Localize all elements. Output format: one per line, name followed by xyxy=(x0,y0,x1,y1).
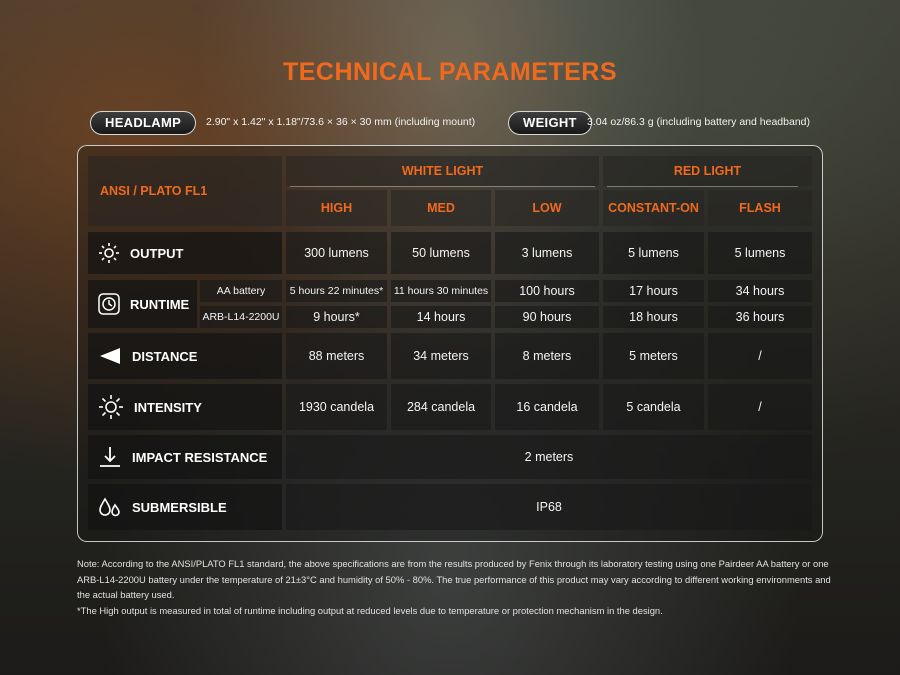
footnote-line-1: Note: According to the ANSI/PLATO FL1 standard, the above specifications are from the results produced by Fenix through its laboratory testing using one Pairdeer AA battery or one ARB-L14-2200U battery under the temperature of 21±3°C and humidity of 50% - 80%. The true performance of this product may vary according to different working environments and the actual battery used. xyxy=(77,558,831,600)
output-label: OUTPUT xyxy=(130,245,184,261)
intensity-constant-on: 5 candela xyxy=(603,384,704,430)
submersible-label: SUBMERSIBLE xyxy=(132,499,227,515)
red-light-header: RED LIGHT xyxy=(603,156,812,186)
white-light-header: WHITE LIGHT xyxy=(286,156,599,186)
clock-icon xyxy=(98,293,120,315)
distance-low: 8 meters xyxy=(495,333,599,379)
weight-value: 3.04 oz/86.3 g (including battery and headband) xyxy=(587,116,810,128)
headlamp-badge: HEADLAMP xyxy=(90,111,196,135)
intensity-flash: / xyxy=(708,384,812,430)
runtime-aa-label: AA battery xyxy=(200,280,282,302)
row-label-intensity xyxy=(88,384,282,430)
row-label-impact xyxy=(88,435,282,479)
runtime-aa-med: 11 hours 30 minutes xyxy=(391,280,491,302)
footnote xyxy=(77,556,832,618)
mode-flash: FLASH xyxy=(708,190,812,226)
runtime-aa-flash: 34 hours xyxy=(708,280,812,302)
distance-high: 88 meters xyxy=(286,333,387,379)
intensity-low: 16 candela xyxy=(495,384,599,430)
runtime-label: RUNTIME xyxy=(130,296,190,312)
runtime-arb-low: 90 hours xyxy=(495,306,599,328)
distance-flash: / xyxy=(708,333,812,379)
weight-badge: WEIGHT xyxy=(508,111,592,135)
row-label-submersible xyxy=(88,484,282,530)
row-label-runtime xyxy=(88,280,197,328)
output-high: 300 lumens xyxy=(286,232,387,274)
headlamp-dimensions: 2.90" x 1.42" x 1.18"/73.6 × 36 × 30 mm (including mount) xyxy=(206,116,476,128)
distance-label: DISTANCE xyxy=(132,348,198,364)
footnote-line-2: *The High output is measured in total of runtime including output at reduced levels due to temperature or protection mechanism in the design. xyxy=(77,604,663,616)
mode-high: HIGH xyxy=(286,190,387,226)
mode-low: LOW xyxy=(495,190,599,226)
sun-icon xyxy=(98,242,120,264)
output-low: 3 lumens xyxy=(495,232,599,274)
submersible-value: IP68 xyxy=(286,484,812,530)
intensity-high: 1930 candela xyxy=(286,384,387,430)
mode-med: MED xyxy=(391,190,491,226)
distance-med: 34 meters xyxy=(391,333,491,379)
output-med: 50 lumens xyxy=(391,232,491,274)
output-constant-on: 5 lumens xyxy=(603,232,704,274)
drop-arrow-icon xyxy=(98,445,122,469)
row-label-distance xyxy=(88,333,282,379)
standard-label: ANSI / PLATO FL1 xyxy=(88,156,282,226)
spec-table xyxy=(77,145,823,542)
runtime-arb-med: 14 hours xyxy=(391,306,491,328)
runtime-aa-high: 5 hours 22 minutes* xyxy=(286,280,387,302)
divider xyxy=(290,186,595,187)
water-drops-icon xyxy=(98,495,122,519)
runtime-arb-label: ARB-L14-2200U xyxy=(200,306,282,328)
impact-value: 2 meters xyxy=(286,435,812,479)
row-label-output xyxy=(88,232,282,274)
intensity-med: 284 candela xyxy=(391,384,491,430)
intensity-label: INTENSITY xyxy=(134,399,202,415)
beam-icon xyxy=(98,346,122,366)
runtime-aa-constant-on: 17 hours xyxy=(603,280,704,302)
page-title: TECHNICAL PARAMETERS xyxy=(282,58,618,86)
output-flash: 5 lumens xyxy=(708,232,812,274)
runtime-arb-flash: 36 hours xyxy=(708,306,812,328)
distance-constant-on: 5 meters xyxy=(603,333,704,379)
divider xyxy=(607,186,798,187)
mode-constant-on: CONSTANT-ON xyxy=(603,190,704,226)
runtime-aa-low: 100 hours xyxy=(495,280,599,302)
impact-label: IMPACT RESISTANCE xyxy=(132,449,268,465)
bright-sun-icon xyxy=(98,394,124,420)
runtime-arb-constant-on: 18 hours xyxy=(603,306,704,328)
runtime-arb-high: 9 hours* xyxy=(286,306,387,328)
